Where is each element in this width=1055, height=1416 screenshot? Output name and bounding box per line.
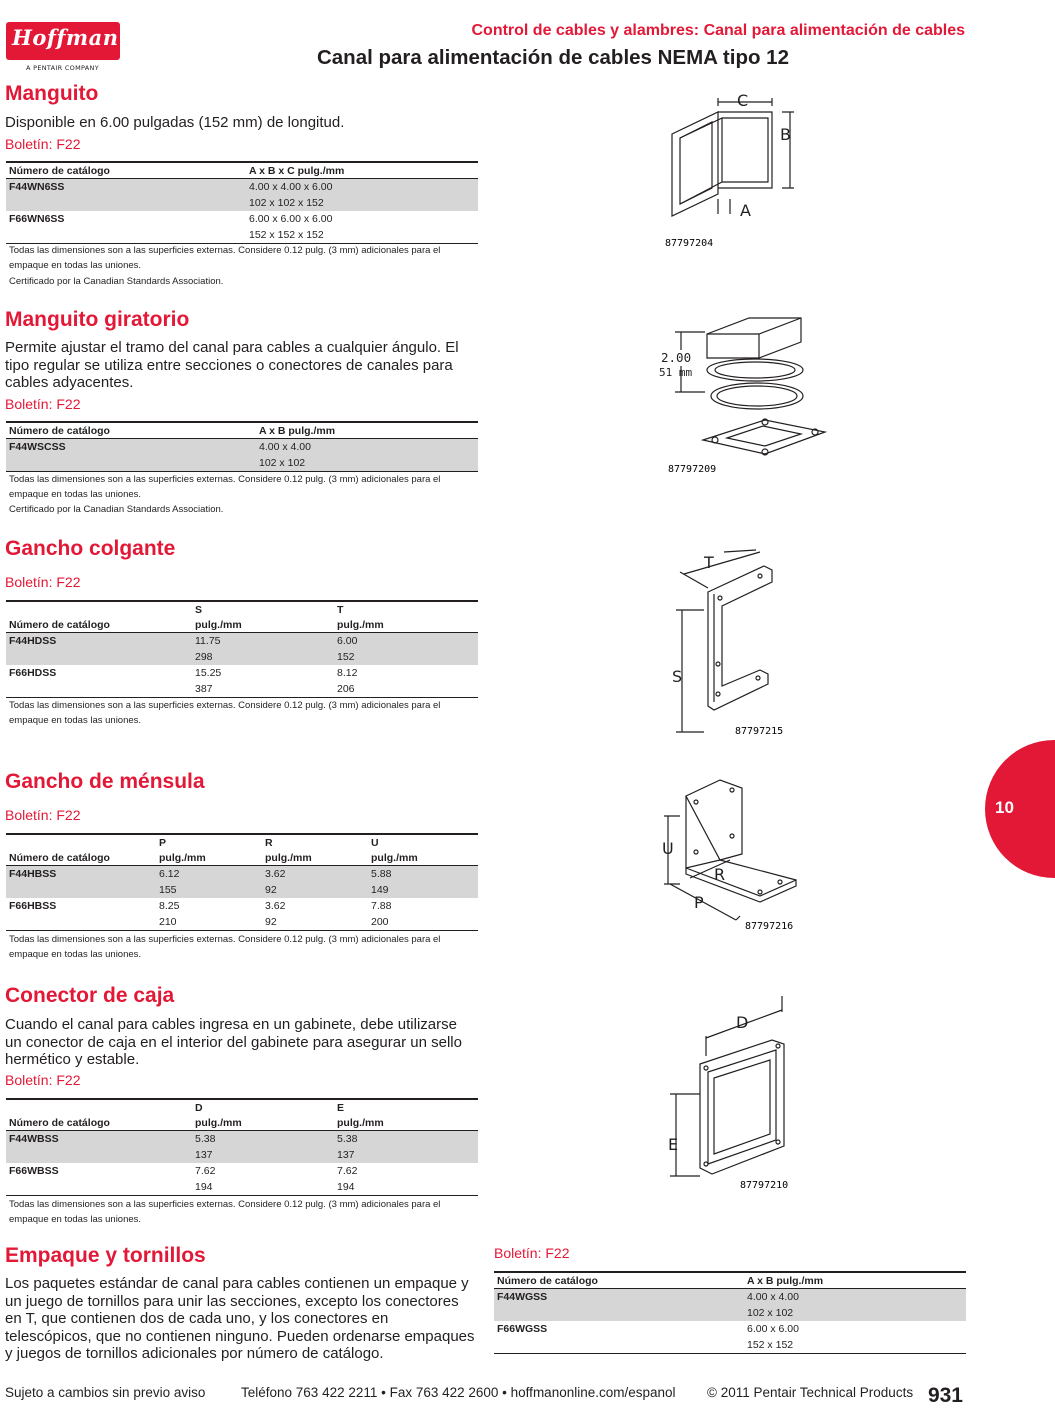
giratorio-bulletin: Boletín: F22	[5, 396, 81, 412]
conector-note: Todas las dimensiones son a las superficies externas. Considere 0.12 pulg. (3 mm) adicionales para el empaque en todas las uniones.	[9, 1199, 441, 1225]
col-header: P	[159, 837, 167, 849]
giratorio-figure	[655, 312, 845, 480]
section-title-conector: Conector de caja	[5, 984, 175, 1007]
table-row: F44WN6SS 4.00 x 4.00 x 6.00	[6, 179, 478, 196]
mensula-table	[6, 833, 478, 931]
table-row: F66HBSS 8.25 3.62 7.88	[9, 900, 392, 912]
giratorio-csa-note: Certificado por la Canadian Standards Association.	[9, 504, 224, 515]
col-header: Número de catálogo	[6, 162, 246, 179]
col-unit: pulg./mm	[334, 617, 478, 633]
dim-label: A	[740, 201, 751, 220]
dim-label: B	[780, 125, 791, 144]
col-header: D	[195, 1102, 203, 1114]
chapter-tab	[985, 740, 1055, 878]
dim-label: T	[704, 553, 714, 572]
mensula-figure	[660, 776, 820, 936]
table-row: F44WSCSS 4.00 x 4.00	[6, 439, 478, 456]
table-row: 387 206	[195, 683, 355, 695]
colgante-figure	[664, 544, 804, 740]
table-row: F66WN6SS 6.00 x 6.00 x 6.00	[9, 213, 333, 225]
empaque-description: Los paquetes estándar de canal para cables contienen un empaque y un juego de tornillos para unir las secciones, excepto los conectores en T, que contienen dos de cada uno, y los conectores en telescópicos, que no contienen ninguno. Pueden ordenarse empaques y juegos de tornillos adicionales por número de catálogo.	[5, 1275, 475, 1362]
table-row: F44HDSS 11.75 6.00	[6, 633, 478, 650]
dim-label: P	[694, 893, 704, 912]
footer-contact: Teléfono 763 422 2211 • Fax 763 422 2600 • hoffmanonline.com/espanol	[241, 1385, 676, 1400]
conector-bulletin: Boletín: F22	[5, 1072, 81, 1088]
hoffman-logo	[6, 22, 120, 62]
section-title-colgante: Gancho colgante	[5, 537, 176, 560]
empaque-table	[494, 1271, 966, 1354]
colgante-table	[6, 600, 478, 698]
col-header: Número de catálogo	[6, 617, 192, 633]
giratorio-table	[6, 421, 478, 472]
col-unit: pulg./mm	[192, 1115, 334, 1131]
col-unit: pulg./mm	[368, 850, 478, 866]
table-row: 194 194	[195, 1181, 355, 1193]
col-unit: pulg./mm	[262, 850, 368, 866]
dim-label: D	[736, 1013, 749, 1032]
col-header: A x B pulg./mm	[256, 422, 478, 439]
manguito-description: Disponible en 6.00 pulgadas (152 mm) de longitud.	[5, 114, 345, 131]
col-header: S	[195, 604, 203, 616]
col-header: A x B x C pulg./mm	[246, 162, 478, 179]
page-title: Canal para alimentación de cables NEMA tipo 12	[316, 46, 789, 69]
dim-label: E	[668, 1135, 679, 1154]
logo-subtitle: A PENTAIR COMPANY	[26, 64, 99, 72]
table-row: 152 x 152	[747, 1339, 794, 1351]
footer-notice: Sujeto a cambios sin previo aviso	[5, 1385, 206, 1400]
col-header: A x B pulg./mm	[744, 1272, 966, 1289]
figure-code: 87797204	[665, 238, 714, 249]
dim-label: S	[672, 667, 683, 686]
page-number: 931	[927, 1384, 963, 1407]
figure-code: 87797216	[745, 921, 794, 932]
figure-code: 87797209	[668, 464, 717, 475]
conector-figure	[660, 996, 800, 1192]
giratorio-description: Permite ajustar el tramo del canal para cables a cualquier ángulo. El tipo regular se utiliza entre secciones o conectores de canales para cables adyacentes.	[5, 339, 459, 391]
manguito-note: Todas las dimensiones son a las superficies externas. Considere 0.12 pulg. (3 mm) adicionales para el empaque en todas las uniones.	[9, 245, 441, 271]
table-row: F66WBSS 7.62 7.62	[9, 1165, 358, 1177]
section-title-giratorio: Manguito giratorio	[5, 308, 190, 331]
col-unit: pulg./mm	[334, 1115, 478, 1131]
table-row: F66WGSS 6.00 x 6.00	[497, 1323, 799, 1335]
manguito-figure	[660, 84, 810, 256]
col-header: T	[337, 604, 344, 616]
table-row: F44WGSS 4.00 x 4.00	[494, 1289, 966, 1306]
chapter-number: 10	[995, 798, 1014, 817]
col-header: Número de catálogo	[6, 1115, 192, 1131]
header-category: Control de cables y alambres: Canal para alimentación de cables	[471, 22, 965, 39]
manguito-table	[6, 161, 478, 244]
table-row: 298 152	[6, 649, 478, 665]
table-row: 102 x 102	[494, 1305, 966, 1321]
col-header: Número de catálogo	[6, 422, 256, 439]
giratorio-note: Todas las dimensiones son a las superficies externas. Considere 0.12 pulg. (3 mm) adicionales para el empaque en todas las uniones.	[9, 474, 441, 500]
colgante-note: Todas las dimensiones son a las superficies externas. Considere 0.12 pulg. (3 mm) adicionales para el empaque en todas las uniones.	[9, 700, 441, 726]
figure-code: 87797210	[740, 1180, 789, 1191]
table-row: F66HDSS 15.25 8.12	[9, 667, 358, 679]
table-row: 210 92 200	[159, 916, 389, 928]
empaque-bulletin: Boletín: F22	[494, 1245, 570, 1261]
table-row: 152 x 152 x 152	[249, 229, 324, 241]
section-title-manguito: Manguito	[5, 82, 99, 105]
col-header: E	[337, 1102, 345, 1114]
table-row: 102 x 102	[6, 455, 478, 472]
footer-copyright: © 2011 Pentair Technical Products	[707, 1385, 914, 1400]
dim-label: 51 mm	[659, 366, 693, 379]
dim-label: U	[662, 839, 674, 858]
dim-label: C	[737, 91, 749, 110]
colgante-bulletin: Boletín: F22	[5, 574, 81, 590]
col-unit: pulg./mm	[156, 850, 262, 866]
col-unit: pulg./mm	[192, 617, 334, 633]
table-row: F44WBSS 5.38 5.38	[6, 1131, 478, 1148]
mensula-note: Todas las dimensiones son a las superficies externas. Considere 0.12 pulg. (3 mm) adicionales para el empaque en todas las uniones.	[9, 934, 441, 960]
conector-table	[6, 1098, 478, 1196]
col-header: Número de catálogo	[6, 850, 156, 866]
table-row: 102 x 102 x 152	[6, 195, 478, 211]
conector-description: Cuando el canal para cables ingresa en un gabinete, debe utilizarse un conector de caja en el interior del gabinete para asegurar un sello hermético y estable.	[5, 1016, 462, 1068]
table-row: 155 92 149	[6, 882, 478, 898]
manguito-bulletin: Boletín: F22	[5, 136, 81, 152]
col-header: U	[371, 837, 379, 849]
col-header: Número de catálogo	[494, 1272, 744, 1289]
col-header: R	[265, 837, 273, 849]
mensula-bulletin: Boletín: F22	[5, 807, 81, 823]
figure-code: 87797215	[735, 726, 784, 737]
table-row: 137 137	[6, 1147, 478, 1163]
section-title-mensula: Gancho de ménsula	[5, 770, 205, 793]
dim-label: R	[714, 865, 726, 884]
table-row: F44HBSS 6.12 3.62 5.88	[6, 866, 478, 883]
section-title-empaque: Empaque y tornillos	[5, 1244, 206, 1267]
manguito-csa-note: Certificado por la Canadian Standards Association.	[9, 276, 224, 287]
logo-wordmark: Hoffman	[12, 25, 119, 50]
dim-label: 2.00	[661, 350, 692, 365]
